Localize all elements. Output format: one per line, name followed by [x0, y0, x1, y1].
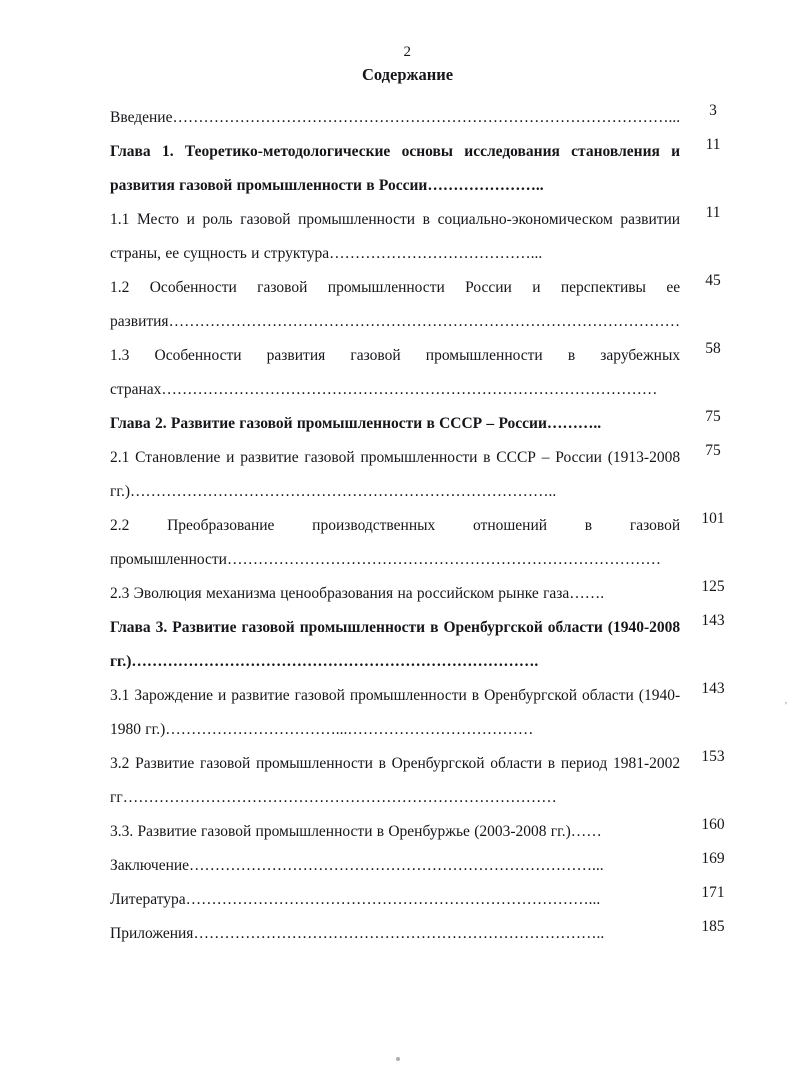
toc-entry-page: 143 — [701, 612, 725, 629]
toc-row[interactable] — [110, 203, 735, 271]
toc-entry-text[interactable]: Глава 2. Развитие газовой промышленности в СССР – России……….. — [110, 415, 602, 432]
toc-entry-cell — [110, 611, 680, 679]
toc-row[interactable] — [110, 849, 735, 883]
toc-entry-page: 125 — [701, 578, 725, 595]
toc-entry-page: 169 — [701, 850, 725, 867]
toc-row[interactable] — [110, 271, 735, 339]
toc-entry-text[interactable]: Приложения…………………………………………………………………….. — [110, 925, 605, 942]
toc-entry-cell — [110, 135, 680, 203]
table-of-contents — [110, 101, 735, 951]
toc-row[interactable] — [110, 441, 735, 509]
toc-entry-text[interactable]: 1.3 Особенности развития газовой промышленности в зарубежных странах…………………………………………………………………………………… — [110, 347, 681, 398]
toc-entry-page: 3 — [709, 102, 717, 119]
toc-entry-page: 171 — [701, 884, 725, 901]
toc-row[interactable] — [110, 407, 735, 441]
toc-entry-page: 101 — [701, 510, 725, 527]
toc-entry-text[interactable]: 3.3. Развитие газовой промышленности в Оренбуржье (2003-2008 гг.)…… — [110, 823, 602, 840]
toc-entry-page: 75 — [705, 408, 721, 425]
toc-entry-cell — [110, 101, 680, 135]
page-number: 2 — [403, 44, 412, 60]
toc-entry-page: 11 — [705, 136, 721, 153]
toc-entry-cell — [110, 577, 680, 611]
toc-entry-text[interactable]: 1.1 Место и роль газовой промышленности в социально-экономическом развитии страны, ее сущность и структура…………………………………... — [110, 211, 681, 262]
toc-entry-cell — [110, 407, 680, 441]
toc-entry-text[interactable]: Заключение……………………………………………………………………... — [110, 857, 604, 874]
toc-entry-cell — [110, 883, 680, 917]
toc-entry-cell — [110, 815, 680, 849]
toc-entry-text[interactable]: Глава 1. Теоретико-методологические основы исследования становления и развития газовой промышленности в России………………….. — [110, 143, 681, 194]
toc-row[interactable] — [110, 747, 735, 815]
toc-entry-cell — [110, 271, 680, 339]
toc-entry-page: 58 — [705, 340, 721, 357]
toc-row[interactable] — [110, 339, 735, 407]
edge-mark: ' — [785, 700, 787, 712]
toc-entry-cell — [110, 679, 680, 747]
toc-entry-text[interactable]: 3.1 Зарождение и развитие газовой промышленности в Оренбургской области (1940-1980 гг.)……………………………...……………………………… — [110, 687, 681, 738]
toc-entry-text[interactable]: Литература……………………………………………………………………... — [110, 891, 601, 908]
toc-row[interactable] — [110, 917, 735, 951]
toc-row[interactable] — [110, 509, 735, 577]
bottom-mark — [396, 1057, 400, 1061]
toc-entry-cell — [110, 849, 680, 883]
toc-entry-page: 143 — [701, 680, 725, 697]
toc-row[interactable] — [110, 815, 735, 849]
toc-entry-cell — [110, 203, 680, 271]
toc-entry-text[interactable]: 3.2 Развитие газовой промышленности в Оренбургской области в период 1981-2002 гг………………………………………………………………………… — [110, 755, 681, 806]
toc-entry-page: 75 — [705, 442, 721, 459]
toc-row[interactable] — [110, 577, 735, 611]
toc-row[interactable] — [110, 135, 735, 203]
toc-entry-cell — [110, 509, 680, 577]
toc-entry-cell — [110, 339, 680, 407]
page-title: Содержание — [361, 65, 454, 84]
toc-entry-page: 185 — [701, 918, 725, 935]
toc-entry-text[interactable]: 2.1 Становление и развитие газовой промышленности в СССР – России (1913-2008 гг.)……………………………………………………………………….. — [110, 449, 681, 500]
toc-entry-page: 45 — [705, 272, 721, 289]
toc-entry-text[interactable]: Введение……………………………………………………………………………………... — [110, 109, 681, 126]
toc-entry-text[interactable]: Глава 3. Развитие газовой промышленности в Оренбургской области (1940-2008 гг.)……………………………………………………………………. — [110, 619, 681, 670]
toc-entry-cell — [110, 747, 680, 815]
toc-entry-text[interactable]: 2.3 Эволюция механизма ценообразования на российском рынке газа……. — [110, 585, 605, 602]
toc-row[interactable] — [110, 883, 735, 917]
toc-entry-text[interactable]: 2.2 Преобразование производственных отношений в газовой промышленности………………………………………………………………………… — [110, 517, 681, 568]
toc-row[interactable] — [110, 611, 735, 679]
toc-entry-page: 11 — [705, 204, 721, 221]
toc-entry-page: 153 — [701, 748, 725, 765]
toc-entry-page: 160 — [701, 816, 725, 833]
toc-entry-cell — [110, 917, 680, 951]
toc-row[interactable] — [110, 679, 735, 747]
toc-entry-cell — [110, 441, 680, 509]
toc-row[interactable] — [110, 101, 735, 135]
toc-entry-text[interactable]: 1.2 Особенности газовой промышленности России и перспективы ее развития……………………………………………………………………………………… — [110, 279, 681, 330]
